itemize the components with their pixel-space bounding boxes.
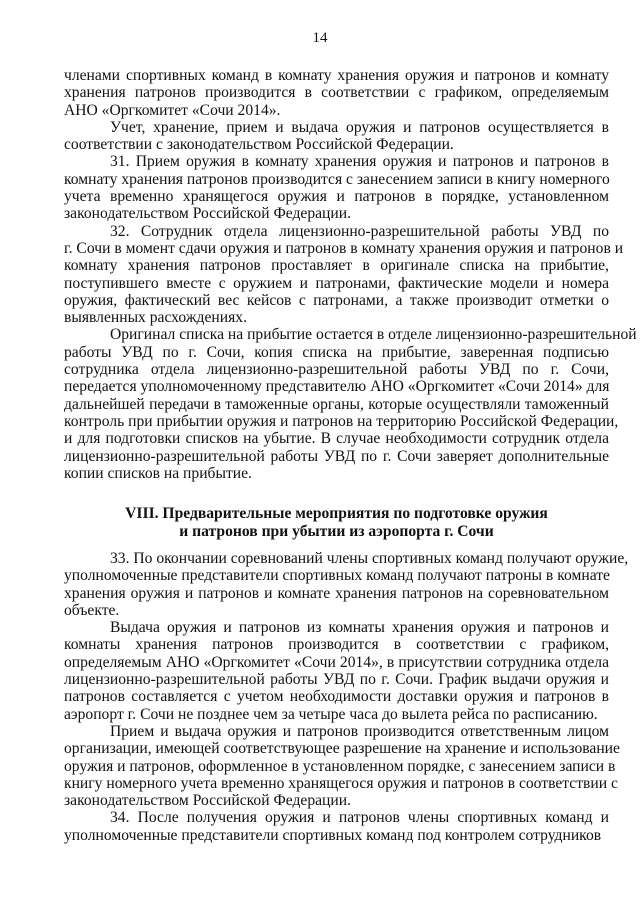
- text-line: объекте.: [64, 601, 120, 619]
- text-line: 32. Сотрудник отдела лицензионно-разрешительной работы УВД по: [110, 222, 609, 240]
- text-line: Учет, хранение, прием и выдача оружия и патронов осуществляется в: [110, 118, 609, 136]
- text-line: Выдача оружия и патронов из комнаты хранения оружия и патронов и: [110, 619, 609, 637]
- section-1-text: [64, 67, 637, 482]
- text-line: хранения оружия и патронов и комнате хранения патронов на соревновательном: [64, 584, 609, 602]
- text-line: законодательством Российской Федерации.: [64, 792, 351, 810]
- paragraph: [64, 722, 620, 810]
- text-line: оружия, фактический вес кейсов с патронами, а также производит отметки о: [64, 291, 609, 309]
- paragraph: [64, 67, 609, 119]
- text-line: 31. Прием оружия в комнату хранения оружия и патронов и патронов в: [110, 153, 609, 171]
- section-heading-line-1: VIII. Предварительные мероприятия по подготовке оружия: [125, 505, 548, 522]
- text-line: организации, имеющей соответствующее разрешение на хранение и использование: [64, 740, 620, 758]
- paragraph: [64, 326, 637, 482]
- text-line: комнаты хранения патронов производится в соответствии с графиком,: [64, 636, 609, 654]
- text-line: учета временно хранящегося оружия и патронов в порядке, установленном: [64, 188, 609, 206]
- text-line: уполномоченные представители спортивных команд получают патроны в комнате: [64, 567, 610, 585]
- text-line: Оригинал списка на прибытие остается в отделе лицензионно-разрешительной: [110, 326, 637, 344]
- text-line: аэропорт г. Сочи не позднее чем за четыре часа до вылета рейса по расписанию.: [64, 705, 598, 723]
- text-line: контроль при прибытии оружия и патронов на территорию Российской Федерации,: [64, 412, 619, 430]
- text-line: передается уполномоченному представителю АНО «Оргкомитет «Сочи 2014» для: [64, 378, 610, 396]
- section-2-text: [64, 550, 629, 844]
- text-line: книгу номерного учета временно хранящегося оружия и патронов в соответствии с: [64, 774, 618, 792]
- paragraph: [64, 809, 609, 844]
- text-line: патронов составляется с учетом необходимости доставки оружия и патронов в: [64, 688, 609, 706]
- text-line: законодательством Российской Федерации.: [64, 205, 351, 223]
- text-line: АНО «Оргкомитет «Сочи 2014».: [64, 101, 281, 119]
- text-line: оружия и патронов, оформленное в установленном порядке, с занесением записи в: [64, 757, 616, 775]
- text-line: и для подготовки списков на убытие. В случае необходимости сотрудник отдела: [64, 430, 609, 448]
- text-line: выявленных расхождениях.: [64, 309, 247, 327]
- text-line: лицензионно-разрешительной работы УВД по г. Сочи. График выдачи оружия и: [64, 671, 609, 689]
- text-line: копии списков на прибытие.: [64, 464, 252, 482]
- text-line: поступившего вместе с оружием и патронами, фактические модели и номера: [64, 274, 609, 292]
- text-line: комнату хранения патронов производится с занесением записи в книгу номерного: [64, 170, 610, 188]
- section-heading-line-2: и патронов при убытии из аэропорта г. Сочи: [179, 523, 494, 540]
- text-line: г. Сочи в момент сдачи оружия и патронов в комнату хранения оружия и патронов и: [64, 239, 624, 257]
- paragraph: [64, 153, 609, 222]
- text-line: соответствии с законодательством Российской Федерации.: [64, 136, 454, 154]
- text-line: дальнейшей передачи в таможенные органы, которые осуществляли таможенный: [64, 395, 609, 413]
- text-line: комнату хранения патронов проставляет в оригинале списка на прибытие,: [64, 257, 609, 275]
- text-line: уполномоченные представители спортивных команд под контролем сотрудников: [64, 826, 602, 844]
- page-number: 14: [312, 30, 328, 46]
- text-line: сотрудника отдела лицензионно-разрешительной работы УВД по г. Сочи,: [64, 361, 609, 379]
- text-line: 34. После получения оружия и патронов члены спортивных команд и: [110, 809, 609, 827]
- text-line: членами спортивных команд в комнату хранения оружия и патронов и комнату: [64, 67, 609, 84]
- paragraph: [64, 550, 629, 619]
- paragraph: [64, 119, 609, 154]
- text-line: работы УВД по г. Сочи, копия списка на прибытие, заверенная подписью: [64, 343, 609, 361]
- text-line: хранения патронов производится в соответствии с графиком, определяемым: [64, 84, 609, 102]
- paragraph: [64, 619, 609, 723]
- text-line: определяемым АНО «Оргкомитет «Сочи 2014», в присутствии сотрудника отдела: [64, 653, 609, 671]
- section-heading: [64, 505, 609, 541]
- text-line: 33. По окончании соревнований члены спортивных команд получают оружие,: [110, 550, 629, 567]
- text-line: Прием и выдача оружия и патронов производится ответственным лицом: [110, 722, 609, 740]
- paragraph: [64, 222, 624, 327]
- text-line: лицензионно-разрешительной работы УВД по г. Сочи заверяет дополнительные: [64, 447, 609, 465]
